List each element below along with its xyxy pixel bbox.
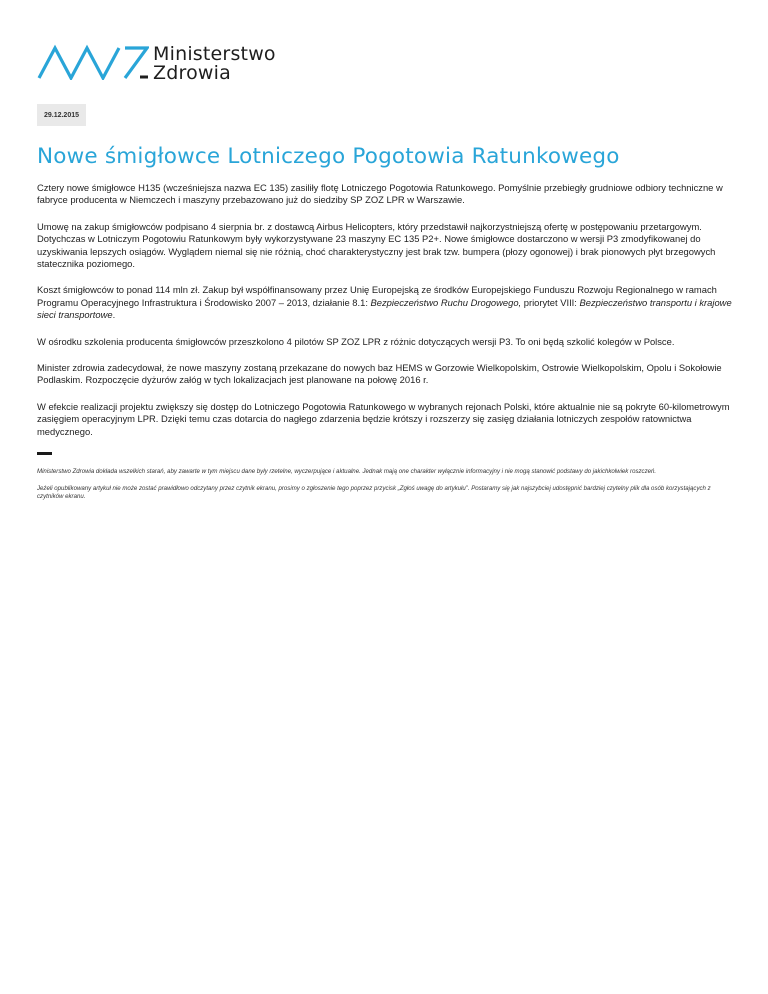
separator-rule [37,452,52,455]
paragraph-3-end: . [112,309,116,321]
article-body [37,182,737,509]
logo-mark-icon [37,44,149,80]
paragraph-3-middle: priorytet VIII: [521,296,580,308]
paragraph-3-emphasis-1: Bezpieczeństwo Ruchu Drogowego, [370,296,522,308]
paragraph-3-text: Koszt śmigłowców to ponad 114 mln zł. Zakup był współfinansowany przez Unię Europejską ze środków Europejskiego Funduszu Rozwoju Regionalnego w ramach Programu Operacyjnego Infrastruktura i Środowisko 2007 – 2013, działanie 8.1: [37,284,717,308]
paragraph-2: Umowę na zakup śmigłowców podpisano 4 sierpnia br. z dostawcą Airbus Helicopters, który przedstawił najkorzystniejszą ofertę w postępowaniu przetargowym. Dotychczas w Lotniczym Pogotowiu Ratunkowym były wykorzystywane 23 maszyny EC 135 P2+. Nowe śmigłowce dostarczono w wersji P3 zmodyfikowanej do uzyskiwania lepszych osiągów. Wyglądem niemal się nie różnią, choć charakterystyczny jest brak tzw. bumpera (płozy ogonowej) i brak pionowych płyt brzegowych statecznika poziomego. [37,220,716,270]
logo-text [153,45,276,83]
date-badge: 29.12.2015 [37,104,86,126]
page-title: Nowe śmigłowce Lotniczego Pogotowia Ratunkowego [37,144,620,169]
paragraph-6: W efekcie realizacji projektu zwiększy się dostęp do Lotniczego Pogotowia Ratunkowego w wybranych rejonach Polski, które aktualnie nie są pokryte 60-kilometrowym zasięgiem operacyjnym LPR. Dzięki temu czas dotarcia do nagłego zdarzenia będzie krótszy i rozszerzy się zasięg działania lotniczych zespołów ratownictwa medycznego. [37,400,730,437]
paragraph-1: Cztery nowe śmigłowce H135 (wcześniejsza nazwa EC 135) zasiliły flotę Lotniczego Pogotowia Ratunkowego. Pomyślnie przebiegły grudniowe odbiory techniczne w fabryce producenta w Niemczech i maszyny przebazowano już do siedziby SP ZOZ LPR w Warszawie. [37,182,723,206]
ministry-logo[interactable] [37,44,276,83]
paragraph-4: W ośrodku szkolenia producenta śmigłowców przeszkolono 4 pilotów SP ZOZ LPR z różnic dotyczących wersji P3. To oni będą szkolić kolegów w Polsce. [37,335,675,347]
logo-text-line2: Zdrowia [153,62,231,84]
paragraph-3 [37,284,737,321]
paragraph-5: Minister zdrowia zadecydował, że nowe maszyny zostaną przekazane do nowych baz HEMS w Gorzowie Wielkopolskim, Ostrowie Wielkopolskim, Opolu i Sokołowie Podlaskim. Rozpoczęcie dyżurów załóg w tych lokalizacjach jest planowane na połowę 2016 r. [37,362,722,386]
accessibility-note: Jeżeli opublikowany artykuł nie może zostać prawidłowo odczytany przez czytnik ekranu, prosimy o zgłoszenie tego poprzez przycisk „Zgłoś uwagę do artykułu”. Postaramy się jak najszybciej udostępnić bardziej czytelny plik dla osób korzystających z czytników ekranu. [37,484,711,500]
logo-text-line1: Ministerstwo [153,43,276,65]
paragraph-3-emphasis-2: Bezpieczeństwo transportu i krajowe sieci transportowe [37,296,732,321]
disclaimer-note: Ministerstwo Zdrowia dokłada wszelkich starań, aby zawarte w tym miejscu dane były rzetelne, wyczerpujące i aktualne. Jednak mają one charakter wyłącznie informacyjny i nie mogą stanowić podstawy do jakichkolwiek roszczeń. [37,468,657,476]
